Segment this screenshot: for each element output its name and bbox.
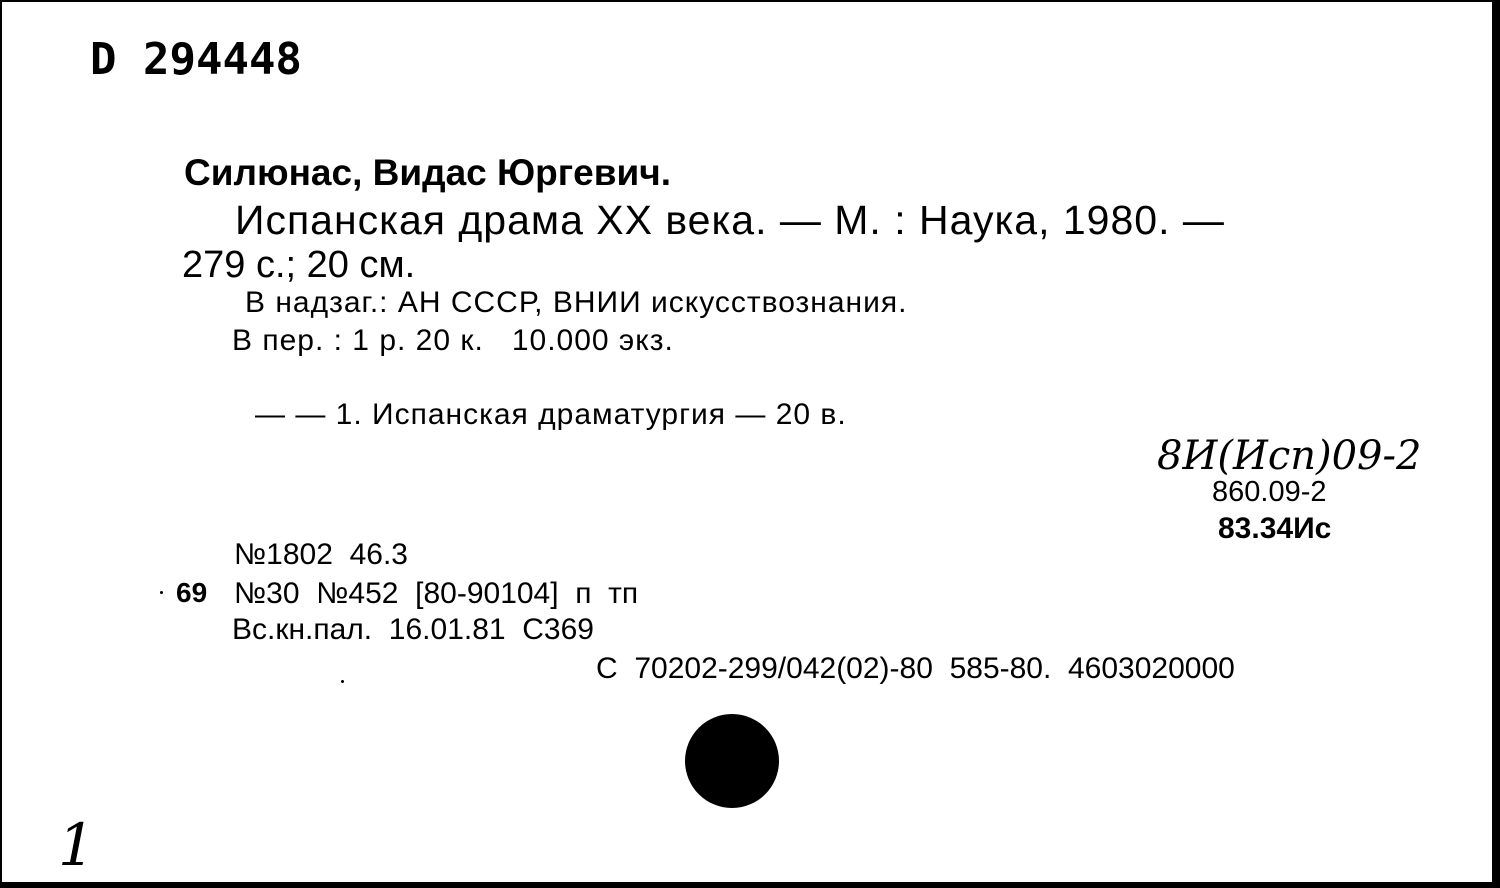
- classification-2: 83.34Ис: [1218, 512, 1332, 545]
- subject-line: — — 1. Испанская драматургия — 20 в.: [255, 398, 847, 431]
- catalog-line-2: №30 №452 [80-90104] п тп: [234, 577, 639, 610]
- speck: [341, 680, 344, 683]
- author-heading: Силюнас, Видас Юргевич.: [184, 152, 672, 193]
- catalog-prefix: 69: [176, 577, 208, 608]
- classification-1: 860.09-2: [1212, 476, 1327, 508]
- handwritten-class: 8И(Исп)09-2: [1157, 433, 1422, 479]
- price-note: В пер. : 1 р. 20 к. 10.000 экз.: [232, 324, 674, 357]
- catalog-line-4: С 70202-299/042(02)-80 585-80. 4603020000: [596, 652, 1235, 685]
- catalog-line-1: №1802 46.3: [234, 538, 408, 571]
- margin-dot: [160, 591, 163, 594]
- catalog-card: [2, 2, 1498, 888]
- inventory-number: D 294448: [90, 34, 302, 85]
- extent-line: 279 с.; 20 см.: [182, 244, 416, 286]
- corner-mark: 1: [58, 811, 95, 879]
- punch-hole: [685, 714, 779, 808]
- catalog-line-3: Вс.кн.пал. 16.01.81 С369: [232, 613, 594, 646]
- header-note: В надзаг.: АН СССР, ВНИИ искусствознания.: [245, 286, 908, 319]
- book-title-line: Испанская драма XX века. — М. : Наука, 1980. —: [235, 197, 1225, 243]
